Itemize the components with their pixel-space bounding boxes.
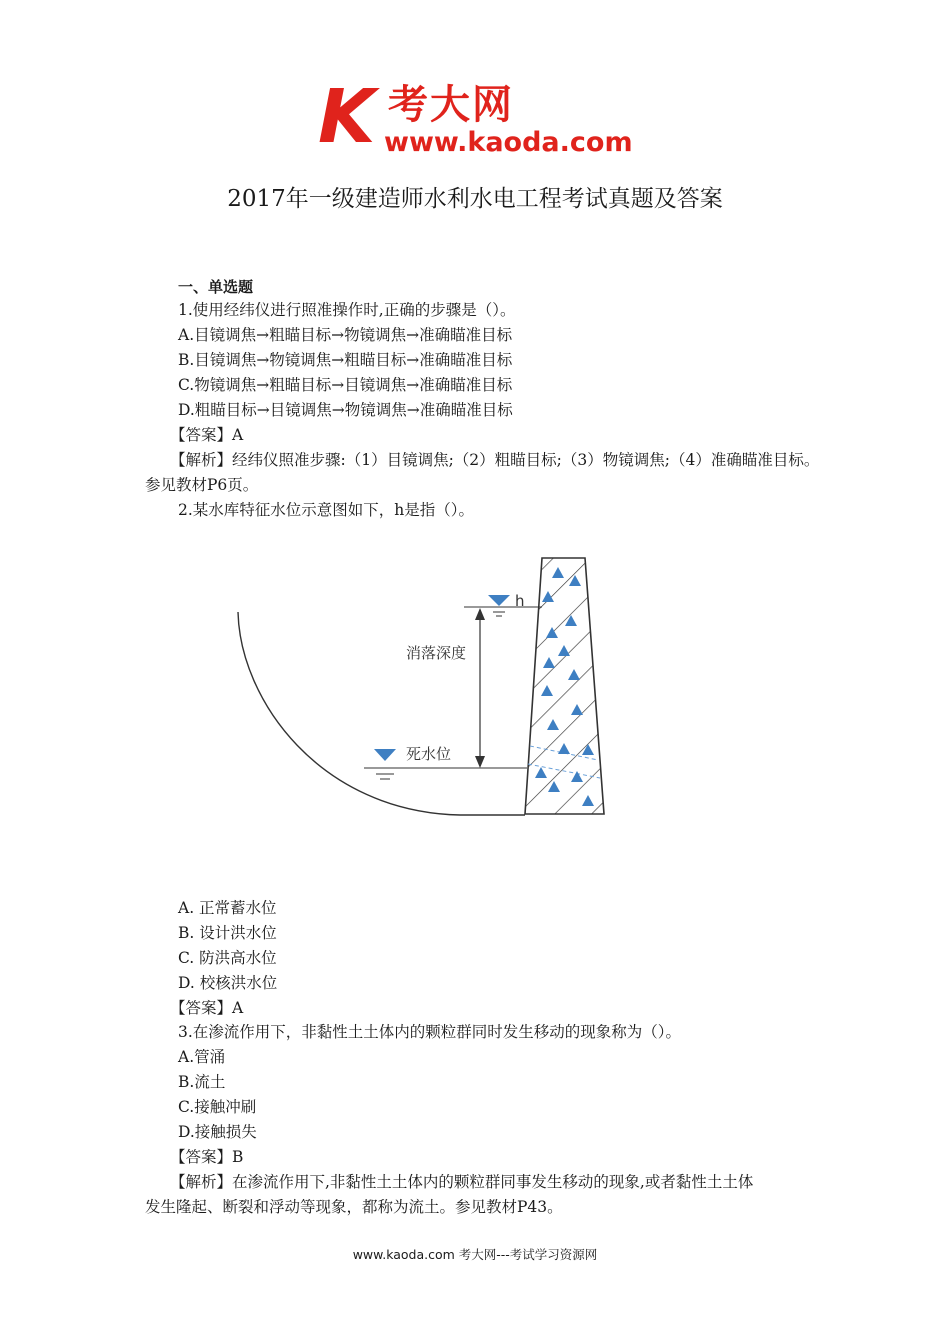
page-footer: www.kaoda.com 考大网---考试学习资源网: [352, 1247, 598, 1262]
logo-url: www.kaoda.com: [384, 127, 633, 158]
q1-option-b: B.目镜调焦→物镜调焦→粗瞄目标→准确瞄准目标: [178, 351, 513, 369]
q1-question: 1.使用经纬仪进行照准操作时,正确的步骤是（）。: [178, 301, 516, 319]
page-title: 2017年一级建造师水利水电工程考试真题及答案: [227, 186, 723, 212]
q3-option-d: D.接触损失: [178, 1123, 257, 1141]
q1-option-d: D.粗瞄目标→目镜调焦→物镜调焦→准确瞄准目标: [178, 401, 513, 419]
q2-option-a: A. 正常蓄水位: [178, 899, 277, 917]
q1-answer: 【答案】A: [170, 426, 244, 444]
q3-question: 3.在渗流作用下，非黏性土土体内的颗粒群同时发生移动的现象称为（）。: [178, 1023, 682, 1041]
q3-option-b: B.流土: [178, 1073, 226, 1091]
q2-option-d: D. 校核洪水位: [178, 974, 278, 992]
q3-option-c: C.接触冲刷: [178, 1098, 257, 1116]
logo-chinese-name: 考大网: [388, 82, 514, 128]
q1-analysis-line-1: 【解析】经纬仪照准步骤:（1）目镜调焦;（2）粗瞄目标;（3）物镜调焦;（4）准确瞄准目标。: [170, 451, 820, 469]
diagram-label-h: h: [515, 592, 525, 610]
water-level-triangle-icon: [488, 595, 510, 606]
diagram-label-dead-level: 死水位: [406, 745, 452, 763]
q2-option-b: B. 设计洪水位: [178, 924, 277, 942]
q3-option-a: A.管涌: [178, 1048, 226, 1066]
logo-k-mark: K: [318, 74, 376, 160]
q1-analysis-line-2: 参见教材P6页。: [145, 476, 259, 494]
q1-option-a: A.目镜调焦→粗瞄目标→物镜调焦→准确瞄准目标: [178, 326, 513, 344]
kaoda-logo: [318, 74, 638, 160]
section-heading: 一、单选题: [178, 278, 254, 296]
dead-level-triangle-icon: [374, 749, 396, 761]
q3-analysis-line-2: 发生隆起、断裂和浮动等现象，都称为流土。参见教材P43。: [145, 1198, 563, 1216]
reservoir-water-level-diagram: [230, 550, 620, 820]
reservoir-bank-curve: [238, 612, 525, 815]
diagram-label-drawdown-depth: 消落深度: [406, 644, 467, 662]
q3-answer: 【答案】B: [170, 1148, 244, 1166]
q2-answer: 【答案】A: [170, 999, 244, 1017]
q2-question: 2.某水库特征水位示意图如下，h是指（）。: [178, 501, 475, 519]
q3-analysis-line-1: 【解析】在渗流作用下,非黏性土土体内的颗粒群同事发生移动的现象,或者黏性土土体: [170, 1173, 754, 1191]
q2-option-c: C. 防洪高水位: [178, 949, 277, 967]
q1-option-c: C.物镜调焦→粗瞄目标→目镜调焦→准确瞄准目标: [178, 376, 513, 394]
